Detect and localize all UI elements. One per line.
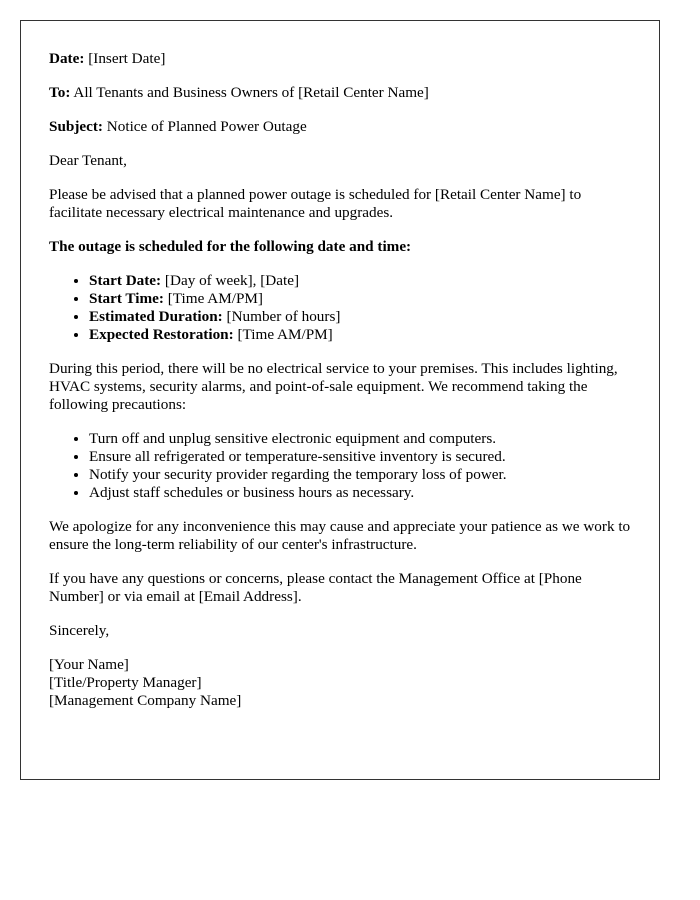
- greeting: Dear Tenant,: [49, 152, 127, 169]
- schedule-item-start-time: [89, 290, 631, 308]
- letter-page: [20, 20, 660, 780]
- intro-paragraph: Please be advised that a planned power outage is scheduled for [Retail Center Name] to facilitate necessary electrical maintenance and upgrades.: [49, 186, 582, 221]
- signature-company: [Management Company Name]: [49, 692, 242, 709]
- subject-value: Notice of Planned Power Outage: [106, 118, 307, 135]
- subject-line: [49, 118, 631, 136]
- schedule-heading-text: The outage is scheduled for the following date and time:: [49, 238, 412, 255]
- contact-paragraph: If you have any questions or concerns, please contact the Management Office at [Phone Number] or via email at [Email Address].: [49, 570, 582, 605]
- date-label: Date:: [49, 50, 85, 67]
- impact-paragraph: During this period, there will be no electrical service to your premises. This includes lighting, HVAC systems, security alarms, and point-of-sale equipment. We recommend taking the following precautions:: [49, 360, 618, 413]
- apology-paragraph: We apologize for any inconvenience this may cause and appreciate your patience as we work to ensure the long-term reliability of our center's infrastructure.: [49, 518, 631, 553]
- precautions-list: [49, 430, 631, 502]
- schedule-item-value: [Day of week], [Date]: [164, 272, 300, 289]
- schedule-item-value: [Number of hours]: [226, 308, 341, 325]
- precaution-item: • Adjust staff schedules or business hours as necessary.: [89, 484, 631, 502]
- signature-name: [Your Name]: [49, 656, 129, 673]
- precaution-item: • Notify your security provider regarding the temporary loss of power.: [89, 466, 631, 484]
- schedule-item-restoration: [89, 326, 631, 344]
- to-line: [49, 84, 631, 102]
- signature-title: [Title/Property Manager]: [49, 674, 202, 691]
- closing: Sincerely,: [49, 622, 110, 639]
- schedule-list: [49, 272, 631, 344]
- schedule-item-value: [Time AM/PM]: [237, 326, 333, 343]
- schedule-item-start-date: [89, 272, 631, 290]
- schedule-item-label: Estimated Duration:: [89, 308, 223, 325]
- schedule-item-label: Expected Restoration:: [89, 326, 234, 343]
- schedule-heading: [49, 238, 631, 256]
- date-line: [49, 50, 631, 68]
- precaution-item: • Ensure all refrigerated or temperature-sensitive inventory is secured.: [89, 448, 631, 466]
- date-value: [Insert Date]: [88, 50, 166, 67]
- precaution-item: • Turn off and unplug sensitive electronic equipment and computers.: [89, 430, 631, 448]
- schedule-item-value: [Time AM/PM]: [167, 290, 263, 307]
- schedule-item-label: Start Date:: [89, 272, 162, 289]
- to-value: All Tenants and Business Owners of [Retail Center Name]: [73, 84, 429, 101]
- subject-label: Subject:: [49, 118, 103, 135]
- schedule-item-duration: [89, 308, 631, 326]
- signature-block: [49, 656, 631, 710]
- to-label: To:: [49, 84, 71, 101]
- schedule-item-label: Start Time:: [89, 290, 164, 307]
